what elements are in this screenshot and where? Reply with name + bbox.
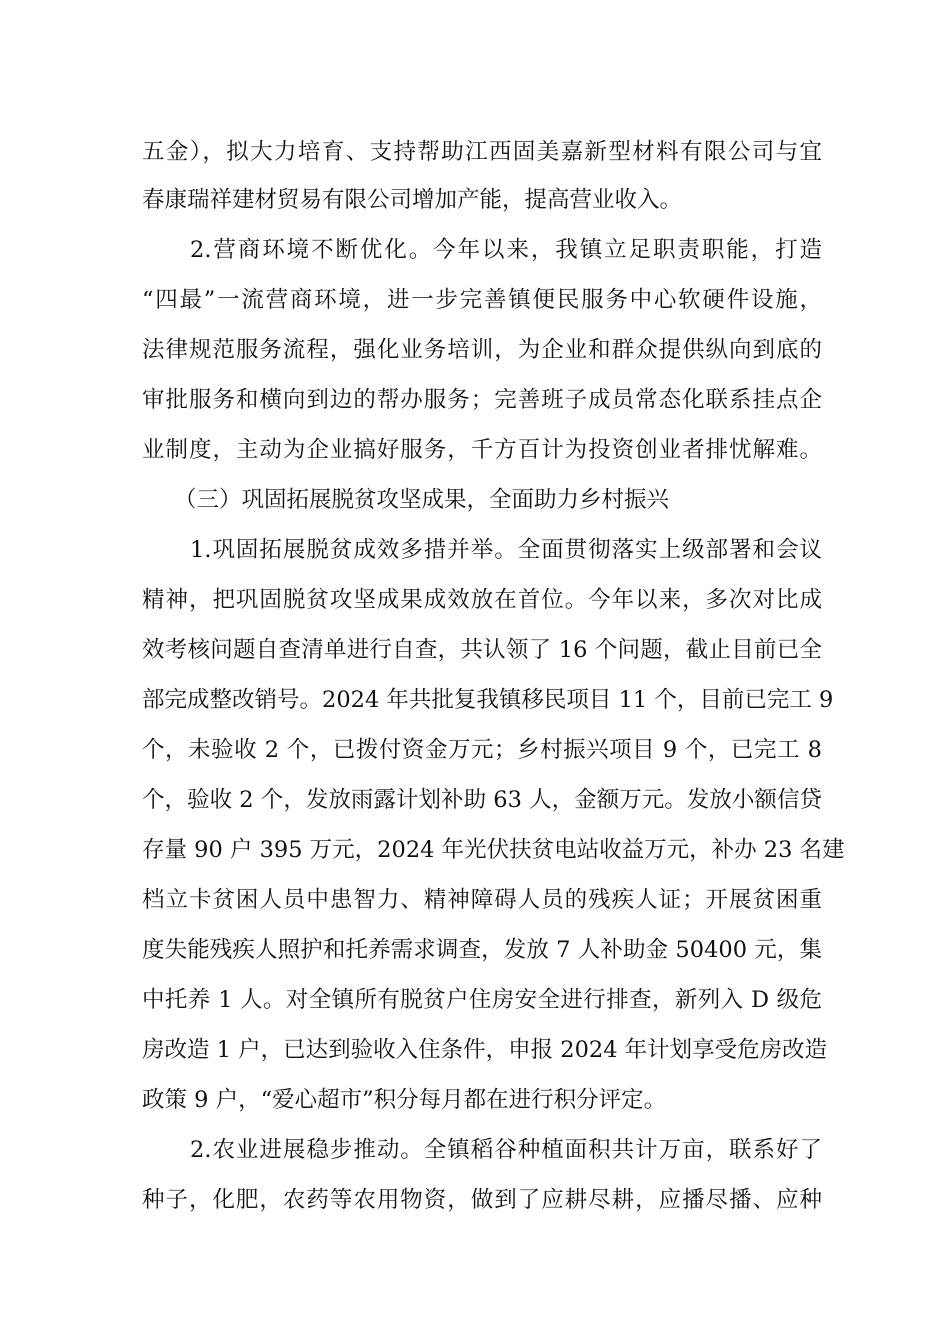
paragraph-line: 春康瑞祥建材贸易有限公司增加产能，提高营业收入。 bbox=[142, 187, 683, 213]
paragraph-line: 存量 90 户 395 万元，2024 年光伏扶贫电站收益万元，补办 23 名建 bbox=[142, 837, 845, 863]
paragraph-line: “四最”一流营商环境，进一步完善镇便民服务中心软硬件设施， bbox=[142, 287, 822, 313]
paragraph-line: 2.营商环境不断优化。今年以来，我镇立足职责职能，打造 bbox=[190, 237, 822, 263]
paragraph-line: 个，未验收 2 个，已拨付资金万元；乡村振兴项目 9 个，已完工 8 bbox=[142, 737, 822, 763]
paragraph-line: 个，验收 2 个，发放雨露计划补助 63 人，金额万元。发放小额信贷 bbox=[142, 787, 822, 813]
paragraph-line: 五金），拟大力培育、支持帮助江西固美嘉新型材料有限公司与宜 bbox=[142, 139, 822, 165]
paragraph-line: 精神，把巩固脱贫攻坚成果成效放在首位。今年以来，多次对比成 bbox=[142, 587, 822, 613]
paragraph-line: 部完成整改销号。2024 年共批复我镇移民项目 11 个，目前已完工 9 bbox=[142, 687, 834, 713]
paragraph-line: 1.巩固拓展脱贫成效多措并举。全面贯彻落实上级部署和会议 bbox=[190, 537, 822, 563]
paragraph-line: 度失能残疾人照护和托养需求调查，发放 7 人补助金 50400 元，集 bbox=[142, 937, 822, 963]
paragraph-line: 2.农业进展稳步推动。全镇稻谷种植面积共计万亩，联系好了 bbox=[190, 1137, 822, 1163]
paragraph-line: 业制度，主动为企业搞好服务，千方百计为投资创业者排忧解难。 bbox=[142, 437, 822, 463]
paragraph-line: 房改造 1 户，已达到验收入住条件，申报 2024 年计划享受危房改造 bbox=[142, 1037, 828, 1063]
paragraph-line: 种子，化肥，农药等农用物资，做到了应耕尽耕，应播尽播、应种 bbox=[142, 1187, 822, 1213]
section-heading: （三）巩固拓展脱贫攻坚成果，全面助力乡村振兴 bbox=[174, 487, 670, 513]
paragraph-line: 效考核问题自查清单进行自查，共认领了 16 个问题，截止目前已全 bbox=[142, 637, 822, 663]
paragraph-line: 中托养 1 人。对全镇所有脱贫户住房安全进行排查，新列入 D 级危 bbox=[142, 987, 822, 1013]
paragraph-line: 法律规范服务流程，强化业务培训，为企业和群众提供纵向到底的 bbox=[142, 337, 822, 363]
paragraph-line: 档立卡贫困人员中患智力、精神障碍人员的残疾人证；开展贫困重 bbox=[142, 887, 822, 913]
paragraph-line: 审批服务和横向到边的帮办服务；完善班子成员常态化联系挂点企 bbox=[142, 387, 822, 413]
paragraph-line: 政策 9 户，“爱心超市”积分每月都在进行积分评定。 bbox=[142, 1087, 667, 1113]
